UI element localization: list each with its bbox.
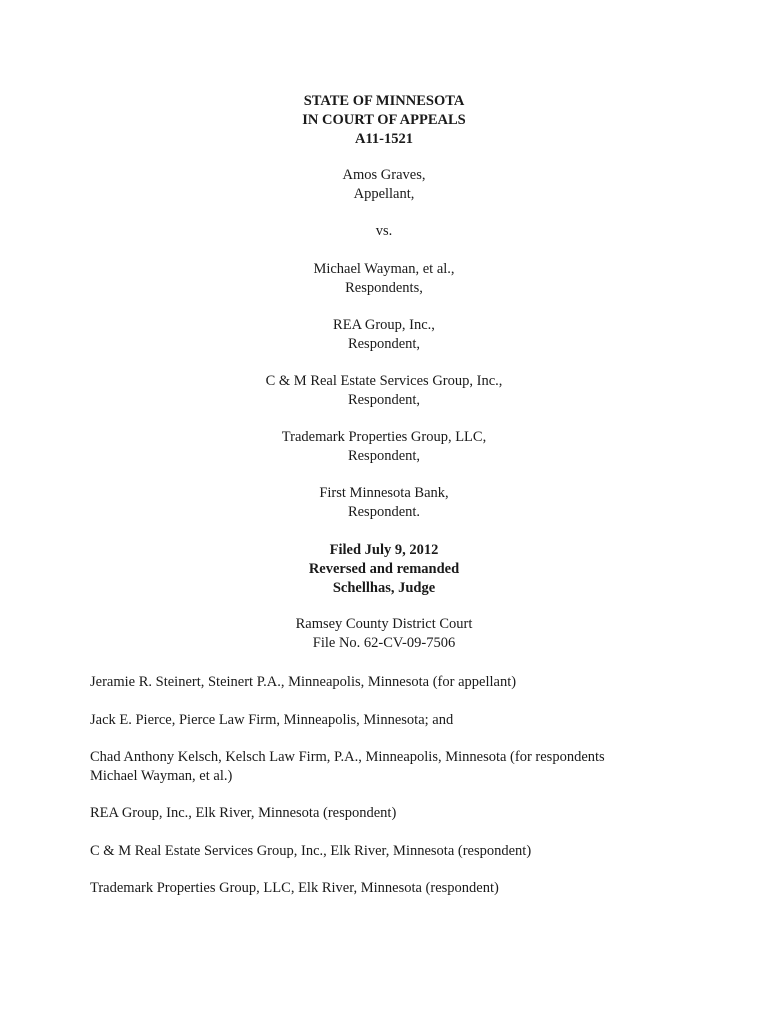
respondent-role: Respondents, [345, 279, 423, 296]
counsel-entry [90, 842, 690, 861]
counsel-text: Trademark Properties Group, LLC, Elk River, Minnesota (respondent) [90, 880, 499, 896]
lower-court-block [0, 615, 768, 653]
respondent-name: C & M Real Estate Services Group, Inc., [265, 373, 503, 389]
counsel-entry [90, 673, 690, 692]
counsel-text: REA Group, Inc., Elk River, Minnesota (respondent) [90, 805, 397, 821]
docket-number: A11-1521 [355, 130, 413, 147]
counsel-text: Jack E. Pierce, Pierce Law Firm, Minneapolis, Minnesota; and [90, 712, 454, 728]
respondent-name: REA Group, Inc., [333, 317, 435, 333]
counsel-entry [90, 804, 690, 823]
party-respondent-wayman [0, 260, 768, 298]
decision-block [0, 541, 768, 597]
versus-text: vs. [375, 223, 393, 239]
lower-court-file-number: File No. 62-CV-09-7506 [312, 634, 456, 651]
counsel-text: Chad Anthony Kelsch, Kelsch Law Firm, P.A., Minneapolis, Minnesota (for respondents [90, 749, 605, 765]
counsel-text: C & M Real Estate Services Group, Inc., Elk River, Minnesota (respondent) [90, 843, 532, 859]
counsel-entry [90, 711, 690, 730]
court-title: IN COURT OF APPEALS [302, 111, 466, 128]
respondent-role: Respondent, [347, 447, 421, 464]
case-heading [0, 92, 768, 148]
counsel-entry [90, 879, 690, 898]
counsel-text: Jeramie R. Steinert, Steinert P.A., Minneapolis, Minnesota (for appellant) [90, 674, 517, 690]
counsel-entry [90, 748, 690, 786]
party-respondent-cm [0, 372, 768, 410]
respondent-role: Respondent, [347, 391, 421, 408]
versus-label [0, 222, 768, 241]
respondent-name: First Minnesota Bank, [319, 485, 449, 501]
respondent-role: Respondent. [347, 503, 421, 520]
party-appellant [0, 166, 768, 204]
filed-date: Filed July 9, 2012 [329, 542, 439, 558]
authoring-judge: Schellhas, Judge [332, 579, 436, 596]
party-respondent-rea [0, 316, 768, 354]
appellant-name: Amos Graves, [342, 167, 426, 183]
lower-court-name: Ramsey County District Court [295, 616, 473, 632]
party-respondent-first-minnesota [0, 484, 768, 522]
respondent-role: Respondent, [347, 335, 421, 352]
disposition: Reversed and remanded [308, 560, 460, 577]
party-respondent-trademark [0, 428, 768, 466]
respondent-name: Trademark Properties Group, LLC, [281, 429, 487, 445]
respondent-name: Michael Wayman, et al., [313, 261, 455, 277]
appellant-role: Appellant, [353, 185, 415, 202]
counsel-text: Michael Wayman, et al.) [90, 767, 233, 784]
state-title: STATE OF MINNESOTA [303, 93, 465, 109]
